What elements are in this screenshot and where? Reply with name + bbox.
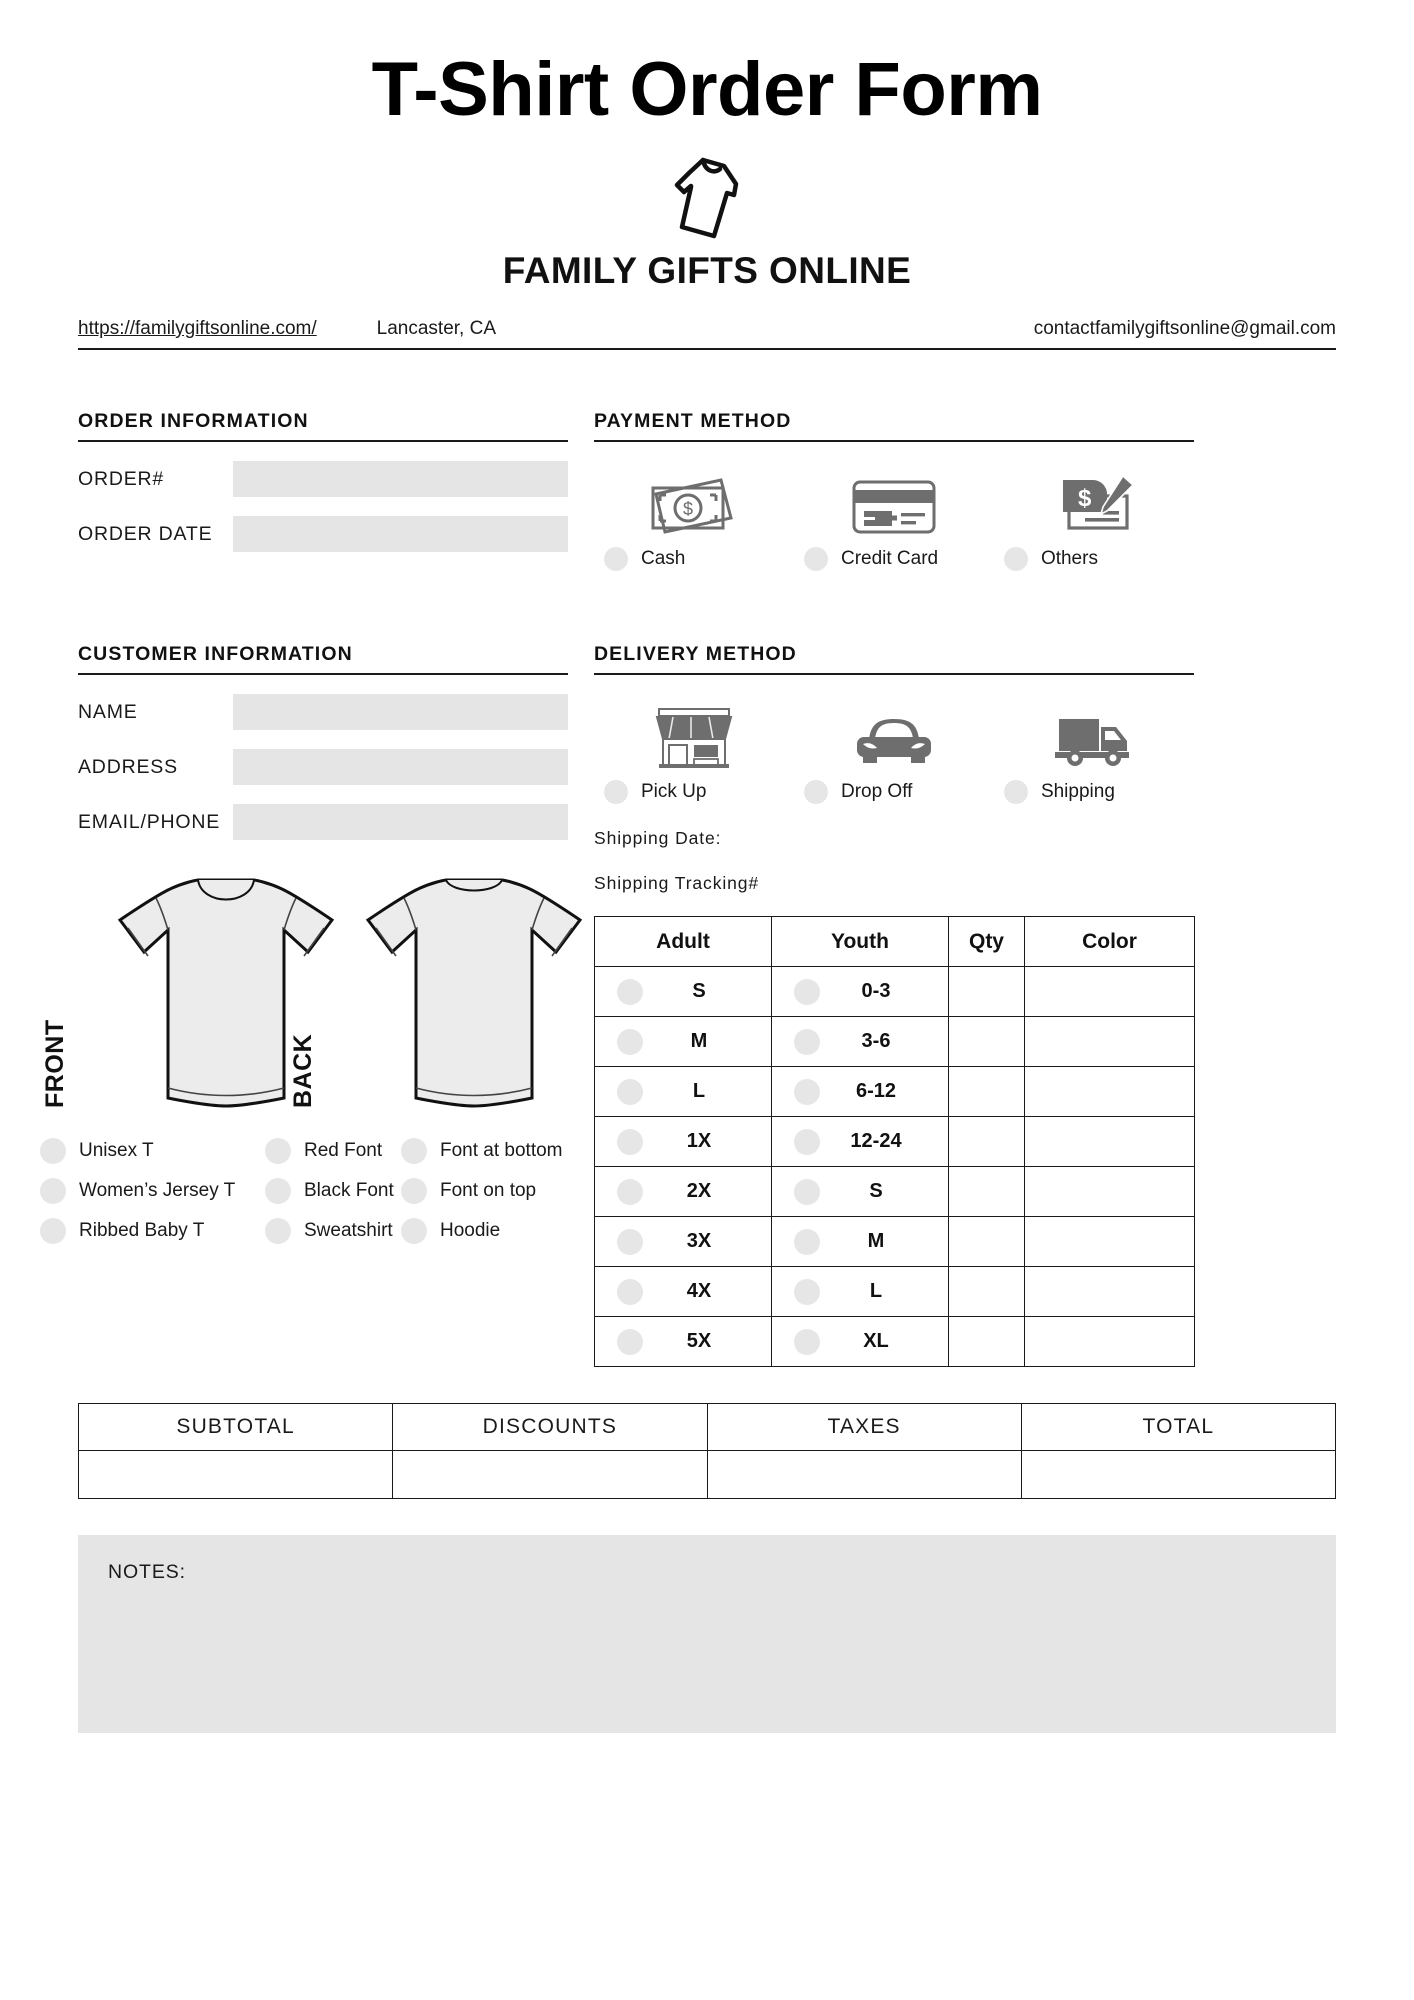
size-cell-youth[interactable]	[772, 967, 949, 1017]
payment-radio-others[interactable]	[1004, 547, 1028, 571]
customer-information-section	[41, 643, 568, 1367]
size-label-youth: 0-3	[861, 980, 891, 1002]
size-cell-youth[interactable]	[772, 1217, 949, 1267]
order-date-row	[78, 516, 568, 552]
delivery-radio-drop-off[interactable]	[804, 780, 828, 804]
payment-radio-cash-wrap[interactable]	[594, 547, 794, 571]
customer-name-row	[78, 694, 568, 730]
delivery-option-drop-off[interactable]	[794, 697, 994, 804]
size-label-youth: 6-12	[855, 1080, 897, 1102]
option-radio-font-on-top[interactable]	[401, 1178, 427, 1204]
svg-text:$: $	[682, 499, 693, 519]
size-cell-adult[interactable]	[595, 1117, 772, 1167]
totals-value-taxes[interactable]	[707, 1451, 1021, 1499]
tshirt-front-preview	[41, 866, 318, 1116]
customer-name-input[interactable]	[233, 694, 568, 730]
payment-radio-credit-card-wrap[interactable]	[794, 547, 994, 571]
size-label-adult: S	[692, 980, 706, 1002]
payment-option-credit-card[interactable]	[794, 464, 994, 571]
svg-text:$: $	[1077, 485, 1092, 512]
size-radio-adult[interactable]	[617, 1129, 643, 1155]
option-label-sweatshirt: Sweatshirt	[304, 1220, 393, 1241]
size-cell-color[interactable]	[1025, 1017, 1195, 1067]
size-cell-qty[interactable]	[949, 1167, 1025, 1217]
payment-radio-others-wrap[interactable]	[994, 547, 1194, 571]
option-font-on-top[interactable]	[401, 1178, 561, 1204]
table-row	[595, 1317, 1195, 1367]
table-row	[595, 1067, 1195, 1117]
size-label-youth: 12-24	[850, 1130, 902, 1152]
tshirt-preview-group	[41, 866, 568, 1116]
option-label-unisex-t: Unisex T	[79, 1140, 154, 1161]
tshirt-back-label: BACK	[289, 1033, 317, 1108]
option-black-font[interactable]	[265, 1178, 401, 1204]
delivery-label-shipping: Shipping	[1040, 781, 1115, 802]
delivery-radio-shipping[interactable]	[1004, 780, 1028, 804]
credit-card-icon	[851, 464, 937, 536]
truck-icon	[1051, 697, 1137, 769]
cash-icon	[649, 464, 739, 536]
size-cell-adult[interactable]	[595, 967, 772, 1017]
contact-bar	[78, 318, 1336, 350]
order-number-label: ORDER#	[78, 467, 165, 490]
customer-contact-input[interactable]	[233, 804, 568, 840]
size-cell-color[interactable]	[1025, 1267, 1195, 1317]
option-radio-sweatshirt[interactable]	[265, 1218, 291, 1244]
size-cell-qty[interactable]	[949, 967, 1025, 1017]
size-cell-color[interactable]	[1025, 1067, 1195, 1117]
totals-value-discounts[interactable]	[393, 1451, 707, 1499]
order-number-input[interactable]	[233, 461, 568, 497]
size-cell-qty[interactable]	[949, 1067, 1025, 1117]
totals-header-taxes: TAXES	[707, 1404, 1021, 1451]
customer-address-row	[78, 749, 568, 785]
payment-label-others: Others	[1040, 548, 1098, 569]
delivery-method-section	[594, 643, 1194, 1367]
size-cell-qty[interactable]	[949, 1017, 1025, 1067]
size-label-adult: L	[692, 1080, 706, 1102]
size-header-adult: Adult	[595, 917, 772, 967]
size-label-adult: 2X	[686, 1180, 712, 1202]
size-radio-adult[interactable]	[617, 1029, 643, 1055]
totals-value-row	[79, 1451, 1336, 1499]
payment-method-section	[594, 410, 1194, 571]
garment-options-column-2	[265, 1138, 401, 1244]
totals-header-total: TOTAL	[1021, 1404, 1335, 1451]
brand-name: FAMILY GIFTS ONLINE	[502, 250, 912, 291]
option-label-red-font: Red Font	[304, 1140, 383, 1161]
option-radio-unisex-t[interactable]	[40, 1138, 66, 1164]
size-cell-qty[interactable]	[949, 1117, 1025, 1167]
option-radio-ribbed-baby-t[interactable]	[40, 1218, 66, 1244]
delivery-label-drop-off: Drop Off	[840, 781, 913, 802]
totals-header-discounts: DISCOUNTS	[393, 1404, 707, 1451]
size-radio-adult[interactable]	[617, 1329, 643, 1355]
order-date-label: ORDER DATE	[78, 522, 213, 545]
garment-options	[40, 1138, 568, 1244]
size-cell-qty[interactable]	[949, 1267, 1025, 1317]
table-row	[595, 1267, 1195, 1317]
option-label-font-at-bottom: Font at bottom	[440, 1140, 563, 1161]
notes-label: NOTES:	[108, 1561, 186, 1583]
table-row	[595, 1017, 1195, 1067]
option-font-at-bottom[interactable]	[401, 1138, 561, 1164]
size-label-adult: 5X	[686, 1330, 712, 1352]
size-cell-color[interactable]	[1025, 1217, 1195, 1267]
order-number-row	[78, 461, 568, 497]
size-header-qty: Qty	[949, 917, 1025, 967]
location-text: Lancaster, CA	[376, 318, 496, 339]
option-label-black-font: Black Font	[304, 1180, 394, 1201]
size-label-youth: M	[867, 1230, 885, 1252]
customer-contact-label: EMAIL/PHONE	[78, 810, 221, 833]
delivery-label-pick-up: Pick Up	[641, 781, 707, 802]
payment-options	[594, 464, 1194, 571]
size-radio-adult[interactable]	[617, 1229, 643, 1255]
order-date-input[interactable]	[233, 516, 568, 552]
option-label-ribbed-baby-t: Ribbed Baby T	[79, 1220, 205, 1241]
option-womens-jersey-t[interactable]	[40, 1178, 265, 1204]
shipping-date-label: Shipping Date:	[594, 828, 722, 848]
size-radio-youth[interactable]	[794, 1279, 820, 1305]
option-radio-womens-jersey-t[interactable]	[40, 1178, 66, 1204]
size-label-youth: 3-6	[861, 1030, 891, 1052]
table-row	[595, 1167, 1195, 1217]
size-radio-adult[interactable]	[617, 1279, 643, 1305]
storefront-icon	[651, 697, 737, 769]
option-radio-font-at-bottom[interactable]	[401, 1138, 427, 1164]
size-cell-adult[interactable]	[595, 1217, 772, 1267]
totals-header-row	[79, 1404, 1336, 1451]
delivery-radio-drop-off-wrap[interactable]	[794, 780, 994, 804]
size-radio-youth[interactable]	[794, 979, 820, 1005]
customer-contact-row	[78, 804, 568, 840]
size-cell-adult[interactable]	[595, 1267, 772, 1317]
size-radio-youth[interactable]	[794, 1129, 820, 1155]
totals-header-subtotal: SUBTOTAL	[79, 1404, 393, 1451]
delivery-option-pick-up[interactable]	[594, 697, 794, 804]
size-label-youth: S	[869, 1180, 883, 1202]
payment-method-heading: PAYMENT METHOD	[594, 410, 1194, 442]
size-radio-youth[interactable]	[794, 1029, 820, 1055]
delivery-options	[594, 697, 1194, 804]
delivery-radio-pick-up-wrap[interactable]	[594, 780, 794, 804]
customer-address-input[interactable]	[233, 749, 568, 785]
option-radio-black-font[interactable]	[265, 1178, 291, 1204]
size-radio-adult[interactable]	[617, 979, 643, 1005]
tshirt-front-label: FRONT	[41, 1019, 69, 1108]
option-hoodie[interactable]	[401, 1218, 561, 1244]
totals-value-subtotal[interactable]	[79, 1451, 393, 1499]
size-header-youth: Youth	[772, 917, 949, 967]
size-label-youth: XL	[863, 1330, 889, 1352]
size-cell-color[interactable]	[1025, 1317, 1195, 1367]
payment-label-cash: Cash	[641, 548, 686, 569]
size-label-adult: M	[690, 1030, 708, 1052]
payment-label-credit-card: Credit Card	[840, 548, 939, 569]
delivery-option-shipping[interactable]	[994, 697, 1194, 804]
size-cell-qty[interactable]	[949, 1217, 1025, 1267]
cheque-pen-icon	[1051, 464, 1137, 536]
size-cell-color[interactable]	[1025, 1117, 1195, 1167]
size-radio-youth[interactable]	[794, 1179, 820, 1205]
customer-name-label: NAME	[78, 700, 138, 723]
payment-option-cash[interactable]	[594, 464, 794, 571]
totals-table	[78, 1403, 1336, 1499]
tshirt-back-preview	[289, 866, 566, 1116]
email-link[interactable]: contactfamilygiftsonline@gmail.com	[1033, 318, 1336, 339]
delivery-radio-shipping-wrap[interactable]	[994, 780, 1194, 804]
delivery-method-heading: DELIVERY METHOD	[594, 643, 1194, 675]
payment-radio-cash[interactable]	[604, 547, 628, 571]
option-label-womens-jersey-t: Women’s Jersey T	[79, 1180, 236, 1201]
size-radio-youth[interactable]	[794, 1079, 820, 1105]
table-row	[595, 967, 1195, 1017]
size-label-adult: 1X	[686, 1130, 712, 1152]
size-cell-youth[interactable]	[772, 1267, 949, 1317]
size-radio-adult[interactable]	[617, 1179, 643, 1205]
option-radio-red-font[interactable]	[265, 1138, 291, 1164]
size-cell-youth[interactable]	[772, 1317, 949, 1367]
size-radio-adult[interactable]	[617, 1079, 643, 1105]
size-cell-youth[interactable]	[772, 1067, 949, 1117]
size-header-color: Color	[1025, 917, 1195, 967]
website-link[interactable]: https://familygiftsonline.com/	[78, 318, 317, 339]
size-cell-youth[interactable]	[772, 1117, 949, 1167]
size-radio-youth[interactable]	[794, 1329, 820, 1355]
size-cell-color[interactable]	[1025, 1167, 1195, 1217]
car-icon	[851, 697, 937, 769]
payment-option-others[interactable]	[994, 464, 1194, 571]
size-table-header-row	[595, 917, 1195, 967]
option-red-font[interactable]	[265, 1138, 401, 1164]
size-cell-youth[interactable]	[772, 1167, 949, 1217]
garment-options-column-1	[40, 1138, 265, 1244]
size-table	[594, 916, 1195, 1367]
order-payment-row	[78, 410, 1336, 571]
table-row	[595, 1217, 1195, 1267]
option-ribbed-baby-t[interactable]	[40, 1218, 265, 1244]
size-label-adult: 3X	[686, 1230, 712, 1252]
customer-delivery-row	[41, 643, 1336, 1367]
size-cell-adult[interactable]	[595, 1017, 772, 1067]
order-information-section	[78, 410, 568, 571]
size-cell-adult[interactable]	[595, 1067, 772, 1117]
option-unisex-t[interactable]	[40, 1138, 265, 1164]
size-cell-adult[interactable]	[595, 1317, 772, 1367]
size-cell-color[interactable]	[1025, 967, 1195, 1017]
page-title: T-Shirt Order Form	[371, 47, 1043, 132]
option-radio-hoodie[interactable]	[401, 1218, 427, 1244]
option-label-hoodie: Hoodie	[440, 1220, 501, 1241]
size-label-adult: 4X	[686, 1280, 712, 1302]
tshirt-logo	[0, 154, 1414, 242]
size-cell-adult[interactable]	[595, 1167, 772, 1217]
option-sweatshirt[interactable]	[265, 1218, 401, 1244]
size-label-youth: L	[869, 1280, 883, 1302]
delivery-radio-pick-up[interactable]	[604, 780, 628, 804]
size-cell-youth[interactable]	[772, 1017, 949, 1067]
size-cell-qty[interactable]	[949, 1317, 1025, 1367]
payment-radio-credit-card[interactable]	[804, 547, 828, 571]
order-information-heading: ORDER INFORMATION	[78, 410, 568, 442]
customer-address-label: ADDRESS	[78, 755, 178, 778]
shipping-tracking-label: Shipping Tracking#	[594, 873, 760, 893]
totals-value-total[interactable]	[1021, 1451, 1335, 1499]
option-label-font-on-top: Font on top	[440, 1180, 537, 1201]
size-radio-youth[interactable]	[794, 1229, 820, 1255]
garment-options-column-3	[401, 1138, 561, 1244]
table-row	[595, 1117, 1195, 1167]
customer-information-heading: CUSTOMER INFORMATION	[78, 643, 568, 675]
notes-area[interactable]	[78, 1535, 1336, 1733]
